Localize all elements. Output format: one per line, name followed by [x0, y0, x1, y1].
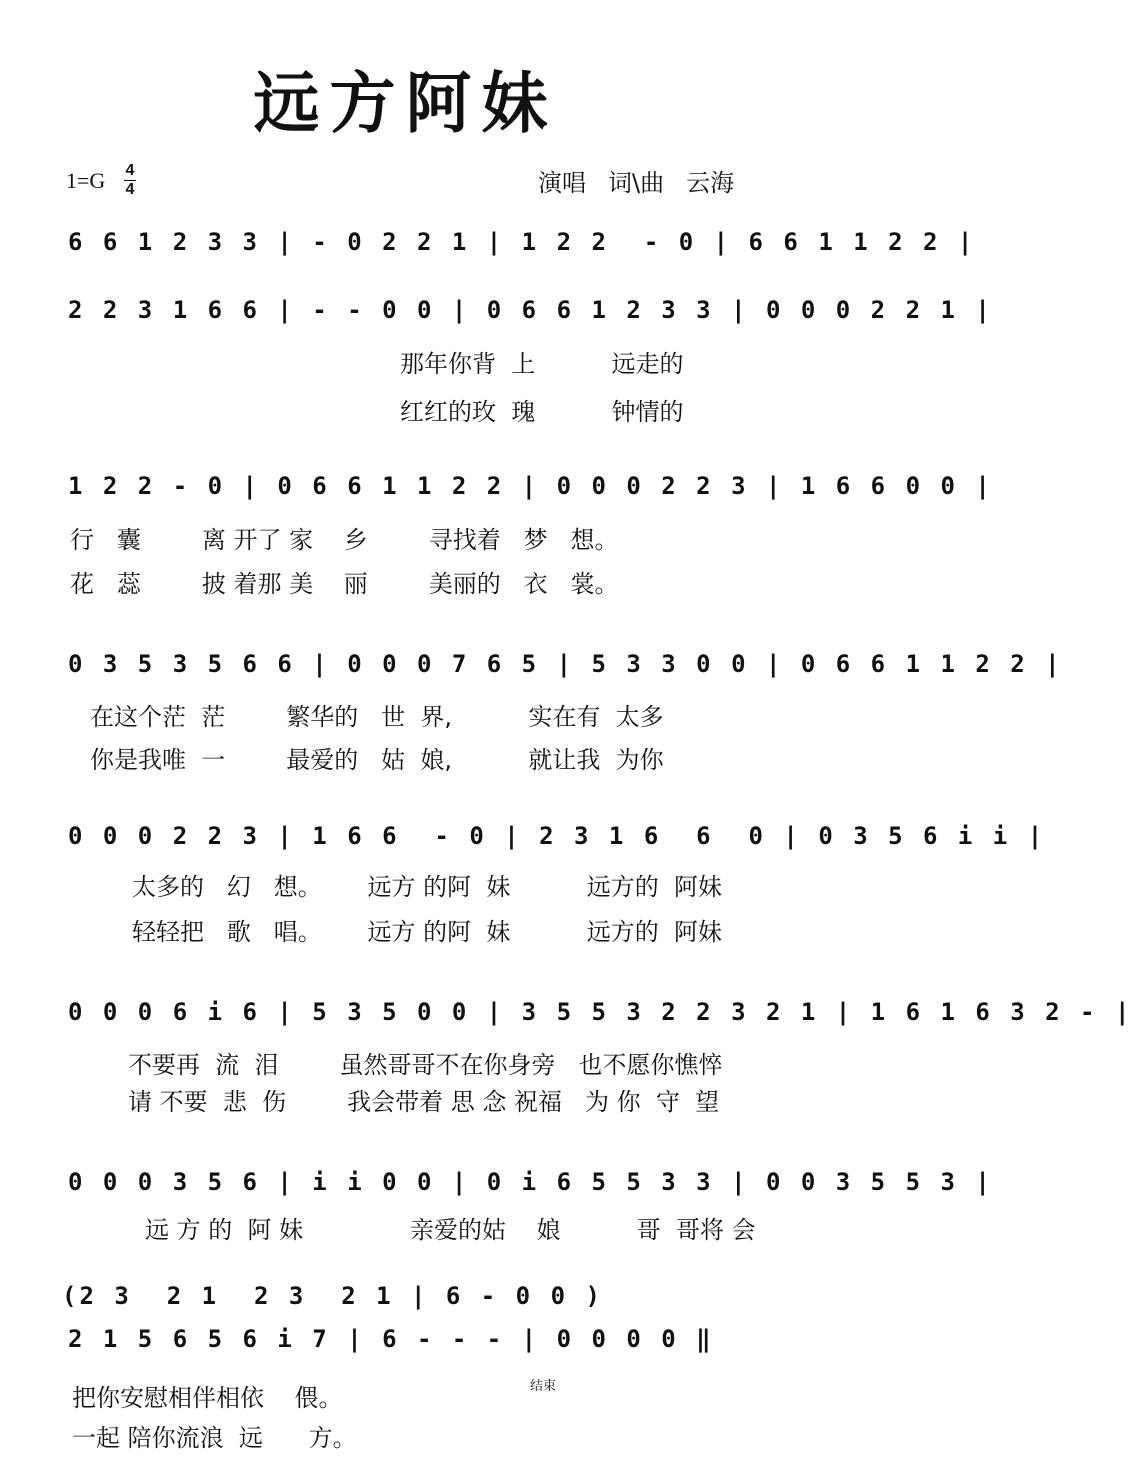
score-row-6: 0 0 0 6 i 6 | 5 3 5 0 0 | 3 5 5 3 2 2 3 2 1 | 1 6 1 6 3 2 - | [68, 998, 1132, 1026]
credits [538, 163, 734, 198]
lyric-row-4-verse-1: 在这个茫 茫 繁华的 世 界, 实在有 太多 [90, 703, 664, 731]
lyric-row-3-verse-1: 行 囊 离 开了 家 乡 寻找着 梦 想。 [70, 526, 619, 554]
lyric-row-7-verse-1: 远 方 的 阿 妹 亲爱的姑 娘 哥 哥将 会 [145, 1216, 756, 1244]
song-title: 远方阿妹 [253, 64, 558, 142]
lyric-row-4-verse-2: 你是我唯 一 最爱的 姑 娘, 就让我 为你 [90, 746, 664, 774]
meter-bottom: 4 [125, 181, 135, 198]
key-signature: 1=G [66, 168, 106, 193]
lyric-row-5-verse-1: 太多的 幻 想。 远方 的阿 妹 远方的 阿妹 [132, 873, 722, 901]
lyric-row-6-verse-2: 请 不要 悲 伤 我会带着 思 念 祝福 为 你 守 望 [128, 1088, 720, 1116]
lyric-row-5-verse-2: 轻轻把 歌 唱。 远方 的阿 妹 远方的 阿妹 [132, 918, 722, 946]
composer-label: 词\曲 [608, 169, 665, 197]
lyric-row-2-verse-1: 那年你背 上 远走的 [400, 350, 684, 378]
score-row-5: 0 0 0 2 2 3 | 1 6 6 - 0 | 2 3 1 6 6 0 | 0 3 5 6 i i | [68, 822, 1046, 850]
score-row-2: 2 2 3 1 6 6 | - - 0 0 | 0 6 6 1 2 3 3 | 0 0 0 2 2 1 | [68, 296, 993, 324]
composer-name: 云海 [686, 169, 735, 197]
lyric-row-9-verse-2: 一起 陪你流浪 远 方。 [72, 1424, 357, 1452]
lyric-row-6-verse-1: 不要再 流 泪 虽然哥哥不在你身旁 也不愿你憔悴 [128, 1051, 723, 1079]
score-row-3: 1 2 2 - 0 | 0 6 6 1 1 2 2 | 0 0 0 2 2 3 | 1 6 6 0 0 | [68, 472, 993, 500]
meter-top: 4 [125, 162, 135, 179]
singer-label: 演唱 [538, 169, 586, 197]
lyric-row-9-verse-1: 把你安慰相伴相依 偎。 [72, 1384, 343, 1412]
score-row-9: 2 1 5 6 5 6 i 7 | 6 - - - | 0 0 0 0 ‖ [68, 1325, 714, 1353]
time-signature [124, 163, 136, 198]
score-row-4: 0 3 5 3 5 6 6 | 0 0 0 7 6 5 | 5 3 3 0 0 | 0 6 6 1 1 2 2 | [68, 650, 1063, 678]
score-row-7: 0 0 0 3 5 6 | i i 0 0 | 0 i 6 5 5 3 3 | 0 0 3 5 5 3 | [68, 1168, 993, 1196]
score-row-8: (2 3 2 1 2 3 2 1 | 6 - 0 0 ) [62, 1282, 603, 1310]
end-label: 结束 [530, 1379, 557, 1394]
score-row-1: 6 6 1 2 3 3 | - 0 2 2 1 | 1 2 2 - 0 | 6 6 1 1 2 2 | [68, 228, 976, 256]
lyric-row-2-verse-2: 红红的玫 瑰 钟情的 [400, 398, 684, 426]
lyric-row-3-verse-2: 花 蕊 披 着那 美 丽 美丽的 衣 裳。 [70, 570, 619, 598]
